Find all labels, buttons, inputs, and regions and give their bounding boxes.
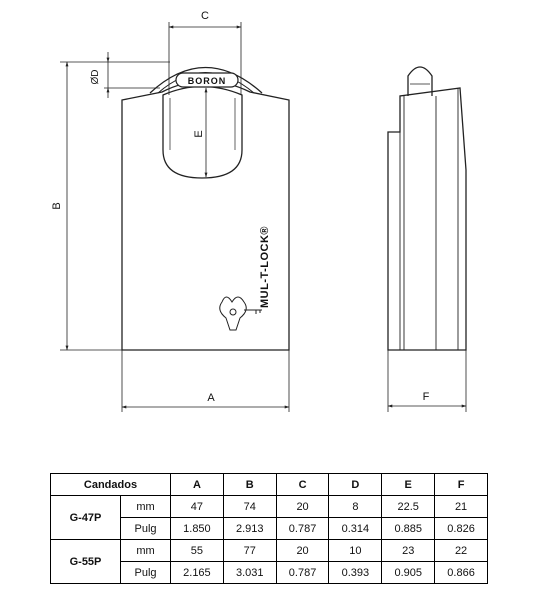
header-e: E	[382, 474, 435, 496]
specifications-table	[50, 473, 488, 584]
label-d: ØD	[90, 69, 101, 85]
dimension-b	[60, 62, 122, 350]
header-c: C	[276, 474, 329, 496]
table-header-row	[51, 474, 488, 496]
label-e: E	[193, 130, 205, 138]
value-cell: 22	[435, 540, 488, 562]
unit-cell: Pulg	[121, 518, 171, 540]
value-cell: 23	[382, 540, 435, 562]
label-b: B	[51, 202, 63, 210]
table-row	[51, 496, 488, 518]
brand-text: MUL-T-LOCK®	[259, 225, 271, 308]
header-candados: Candados	[51, 474, 171, 496]
value-cell: 20	[276, 496, 329, 518]
label-a: A	[207, 392, 215, 404]
value-cell: 22.5	[382, 496, 435, 518]
value-cell: 0.314	[329, 518, 382, 540]
value-cell: 0.787	[276, 518, 329, 540]
value-cell: 20	[276, 540, 329, 562]
value-cell: 0.393	[329, 562, 382, 584]
value-cell: 21	[435, 496, 488, 518]
label-f: F	[422, 391, 430, 403]
label-c: C	[201, 10, 209, 22]
value-cell: 74	[223, 496, 276, 518]
value-cell: 1.850	[171, 518, 224, 540]
value-cell: 8	[329, 496, 382, 518]
header-b: B	[223, 474, 276, 496]
unit-cell: Pulg	[121, 562, 171, 584]
value-cell: 2.165	[171, 562, 224, 584]
value-cell: 3.031	[223, 562, 276, 584]
model-name: G-47P	[51, 496, 121, 540]
value-cell: 2.913	[223, 518, 276, 540]
header-d: D	[329, 474, 382, 496]
value-cell: 0.885	[382, 518, 435, 540]
header-f: F	[435, 474, 488, 496]
lock-body	[122, 81, 289, 350]
value-cell: 55	[171, 540, 224, 562]
value-cell: 0.787	[276, 562, 329, 584]
value-cell: 10	[329, 540, 382, 562]
side-view	[388, 67, 466, 350]
mul-t-lock-logo	[220, 297, 262, 330]
unit-cell: mm	[121, 496, 171, 518]
value-cell: 0.905	[382, 562, 435, 584]
dimension-a	[122, 350, 289, 412]
value-cell: 0.866	[435, 562, 488, 584]
header-a: A	[171, 474, 224, 496]
table-row	[51, 540, 488, 562]
unit-cell: mm	[121, 540, 171, 562]
model-name: G-55P	[51, 540, 121, 584]
value-cell: 77	[223, 540, 276, 562]
value-cell: 47	[171, 496, 224, 518]
boron-badge	[176, 73, 238, 87]
value-cell: 0.826	[435, 518, 488, 540]
boron-text: BORON	[187, 76, 227, 86]
